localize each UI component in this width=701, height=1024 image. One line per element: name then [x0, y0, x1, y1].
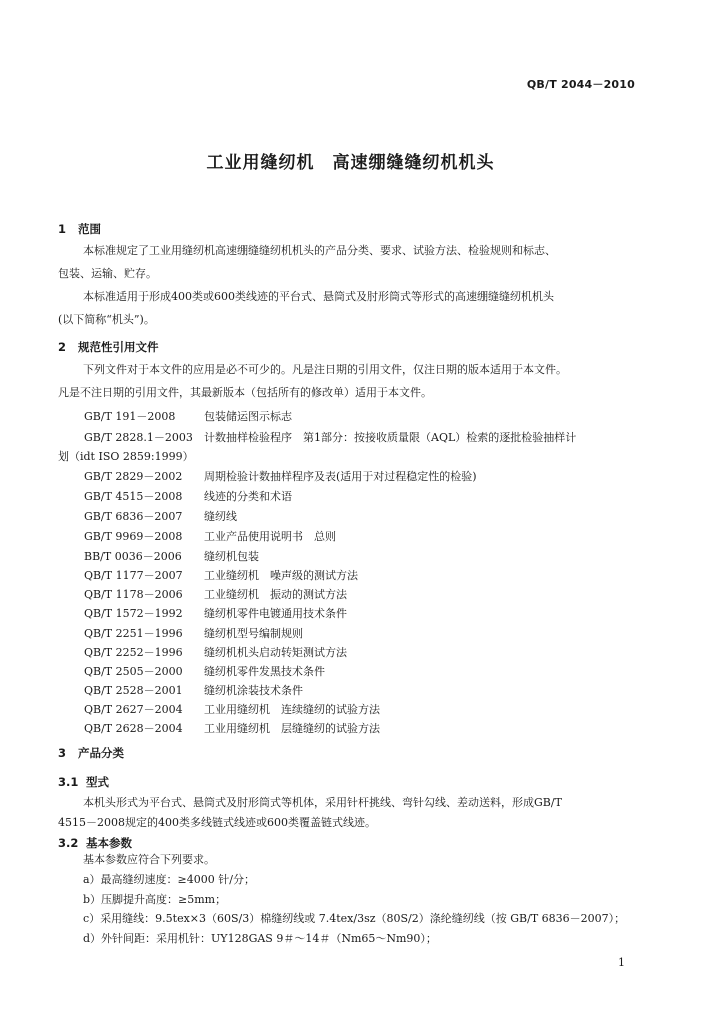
reference-name: 工业缝纫机 振动的测试方法 — [204, 588, 347, 601]
param-item: c）采用缝线：9.5tex×3（60S/3）棉缝纫线或 7.4tex/3sz（80S/2）涤纶缝纫线（按 GB/T 6836－2007）； — [83, 912, 626, 925]
reference-item — [84, 586, 347, 602]
reference-code: GB/T 9969－2008 — [84, 530, 183, 543]
reference-item — [84, 488, 292, 504]
reference-item — [84, 528, 336, 544]
reference-item — [84, 701, 380, 717]
reference-item — [84, 429, 576, 445]
reference-code: QB/T 2251－1996 — [84, 627, 183, 640]
reference-name: 缝纫机型号编制规则 — [204, 627, 303, 640]
reference-name: 包装储运图示标志 — [204, 410, 292, 423]
reference-item — [84, 605, 347, 621]
reference-name: 周期检验计数抽样程序及表(适用于对过程稳定性的检验) — [204, 470, 477, 483]
reference-code: GB/T 6836－2007 — [84, 510, 183, 523]
section-3-heading — [58, 745, 124, 761]
reference-item — [84, 468, 477, 484]
param-item: a）最高缝纫速度：≥4000 针/分； — [83, 873, 255, 886]
reference-code: QB/T 2628－2004 — [84, 722, 183, 735]
reference-item — [84, 408, 292, 424]
reference-code: QB/T 1572－1992 — [84, 607, 183, 620]
section-title: 产品分类 — [78, 746, 124, 760]
reference-item — [84, 548, 259, 564]
document-title: 工业用缝纫机 高速绷缝缝纫机机头 — [206, 153, 495, 173]
section-number: 3.2 — [58, 836, 79, 850]
reference-name: 缝纫机机头启动转矩测试方法 — [204, 646, 347, 659]
section-number: 1 — [58, 222, 67, 236]
reference-name: 工业产品使用说明书 总则 — [204, 530, 336, 543]
section-title: 型式 — [86, 775, 109, 789]
reference-name: 缝纫机涂装技术条件 — [204, 684, 303, 697]
paragraph-line: 4515－2008规定的400类多线链式线迹或600类覆盖链式线迹。 — [58, 816, 376, 829]
paragraph-line: 包装、运输、贮存。 — [58, 267, 157, 280]
paragraph-line: (以下简称“机头”)。 — [58, 313, 155, 326]
reference-code: QB/T 2627－2004 — [84, 703, 183, 716]
paragraph-line: 本标准适用于形成400类或600类线迹的平台式、悬筒式及肘形筒式等形式的高速绷缝缝纫机机头 — [83, 290, 554, 303]
reference-name: 线迹的分类和术语 — [204, 490, 292, 503]
section-3-1-heading — [58, 774, 109, 790]
reference-code: QB/T 2505－2000 — [84, 665, 183, 678]
reference-code: GB/T 4515－2008 — [84, 490, 183, 503]
reference-name: 计数抽样检验程序 第1部分：按接收质量限（AQL）检索的逐批检验抽样计 — [204, 431, 577, 444]
reference-item — [84, 663, 325, 679]
section-1-heading — [58, 221, 101, 237]
reference-code: GB/T 2828.1－2003 — [84, 431, 193, 444]
param-item: b）压脚提升高度：≥5mm； — [83, 893, 227, 906]
reference-code: BB/T 0036－2006 — [84, 550, 182, 563]
reference-item — [84, 682, 303, 698]
page-number: 1 — [618, 956, 625, 969]
section-3-2-heading — [58, 835, 132, 851]
reference-code: QB/T 1178－2006 — [84, 588, 183, 601]
section-number: 3.1 — [58, 775, 79, 789]
reference-code: QB/T 2252－1996 — [84, 646, 183, 659]
reference-name: 缝纫机零件电镀通用技术条件 — [204, 607, 347, 620]
reference-code: QB/T 1177－2007 — [84, 569, 183, 582]
reference-item — [84, 720, 380, 736]
reference-code: QB/T 2528－2001 — [84, 684, 183, 697]
param-item: d）外针间距：采用机针：UY128GAS 9＃～14＃（Nm65～Nm90）； — [83, 932, 437, 945]
section-title: 范围 — [78, 222, 101, 236]
section-title: 基本参数 — [86, 836, 132, 850]
paragraph-line: 本标准规定了工业用缝纫机高速绷缝缝纫机机头的产品分类、要求、试验方法、检验规则和标志、 — [83, 244, 556, 257]
standard-number: QB/T 2044－2010 — [526, 78, 635, 91]
section-2-heading — [58, 339, 159, 355]
reference-code: GB/T 2829－2002 — [84, 470, 183, 483]
reference-item — [84, 644, 347, 660]
reference-continuation: 划（idt ISO 2859:1999） — [58, 450, 194, 463]
reference-name: 缝纫机包装 — [204, 550, 259, 563]
section-title: 规范性引用文件 — [78, 340, 159, 354]
paragraph-line: 下列文件对于本文件的应用是必不可少的。凡是注日期的引用文件，仅注日期的版本适用于本文件。 — [83, 363, 567, 376]
reference-code: GB/T 191－2008 — [84, 410, 176, 423]
paragraph-line: 凡是不注日期的引用文件，其最新版本（包括所有的修改单）适用于本文件。 — [58, 386, 432, 399]
paragraph-line: 基本参数应符合下列要求。 — [83, 853, 215, 866]
reference-name: 工业缝纫机 噪声级的测试方法 — [204, 569, 358, 582]
section-number: 3 — [58, 746, 67, 760]
paragraph-line: 本机头形式为平台式、悬筒式及肘形筒式等机体，采用针杆挑线、弯针勾线、差动送料，形成GB/T — [83, 796, 562, 809]
reference-item — [84, 508, 237, 524]
reference-name: 工业用缝纫机 连续缝纫的试验方法 — [204, 703, 380, 716]
reference-name: 工业用缝纫机 层缝缝纫的试验方法 — [204, 722, 380, 735]
reference-name: 缝纫线 — [204, 510, 237, 523]
reference-name: 缝纫机零件发黑技术条件 — [204, 665, 325, 678]
section-number: 2 — [58, 340, 67, 354]
reference-item — [84, 567, 358, 583]
reference-item — [84, 625, 303, 641]
